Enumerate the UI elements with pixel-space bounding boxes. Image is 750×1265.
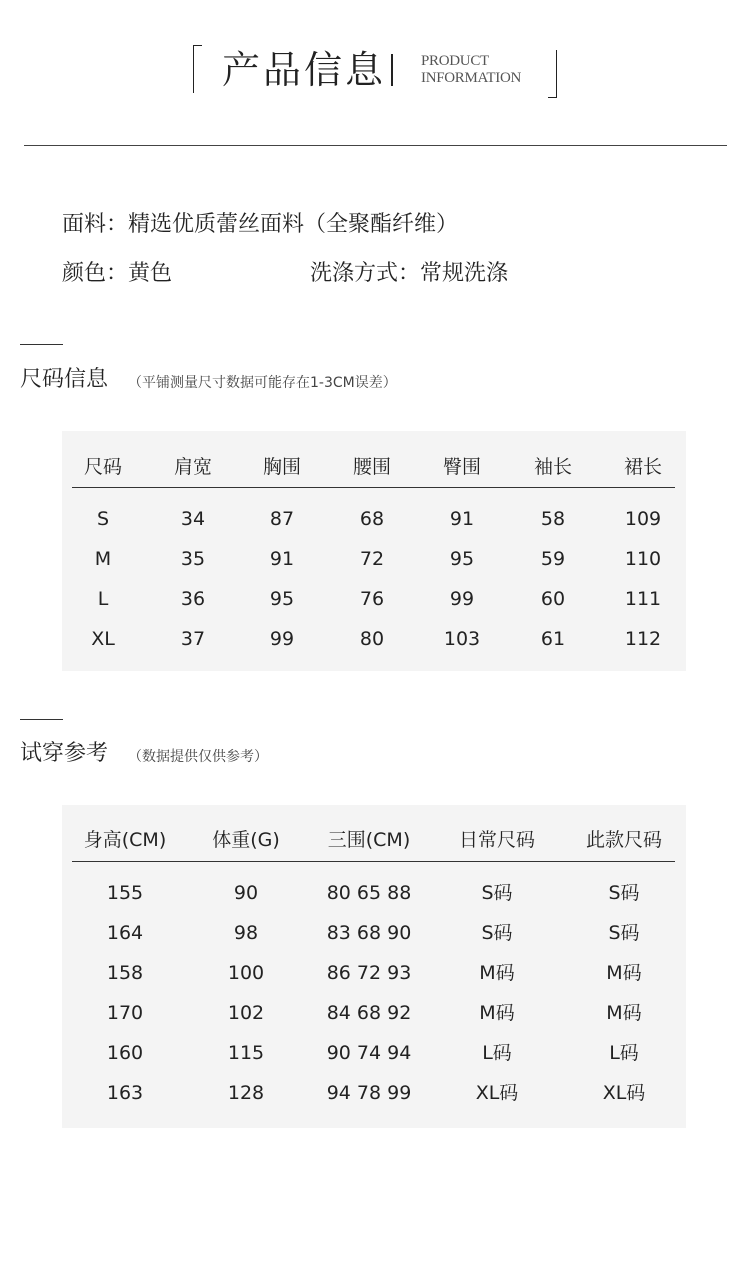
table-header-cell: 身高(CM): [83, 829, 167, 851]
table-cell: 98: [233, 922, 259, 944]
page-subtitle: [421, 53, 521, 87]
table-cell: 110: [624, 548, 662, 570]
table-cell: 170: [106, 1002, 144, 1024]
table-cell: L: [97, 588, 109, 610]
table-cell: 76: [359, 588, 385, 610]
table-cell: M: [94, 548, 112, 570]
table-cell: 102: [227, 1002, 265, 1024]
table-cell: 59: [540, 548, 566, 570]
table-cell: XL: [91, 628, 115, 650]
table-cell: S码: [481, 922, 513, 944]
table-cell: L码: [482, 1042, 512, 1064]
table-cell: 164: [106, 922, 144, 944]
page-title: 产品信息: [222, 48, 387, 92]
table-cell: 86 72 93: [326, 962, 412, 984]
title-bracket-left: [193, 45, 202, 93]
table-cell: 158: [106, 962, 144, 984]
table-cell: 34: [180, 508, 206, 530]
washing-info: 洗涤方式：常规洗涤: [310, 261, 509, 286]
table-cell: 90 74 94: [326, 1042, 412, 1064]
table-cell: 163: [106, 1082, 144, 1104]
table-cell: 111: [624, 588, 662, 610]
table-cell: 80: [359, 628, 385, 650]
table-cell: 155: [106, 882, 144, 904]
table-cell: S码: [608, 922, 640, 944]
size-section-rule: [20, 344, 63, 345]
table-cell: 37: [180, 628, 206, 650]
table-cell: 91: [269, 548, 295, 570]
title-separator: [391, 54, 393, 86]
table-cell: 95: [449, 548, 475, 570]
fit-section-note: （数据提供仅供参考）: [128, 749, 268, 765]
table-header-cell: 日常尺码: [458, 829, 536, 851]
table-header-cell: 肩宽: [173, 456, 213, 478]
table-header-cell: 胸围: [262, 456, 302, 478]
table-cell: 35: [180, 548, 206, 570]
table-header-cell: 尺码: [83, 456, 123, 478]
table-cell: 128: [227, 1082, 265, 1104]
table-cell: S码: [608, 882, 640, 904]
table-cell: M码: [479, 962, 515, 984]
table-cell: 99: [449, 588, 475, 610]
table-cell: 84 68 92: [326, 1002, 412, 1024]
table-header-divider: [72, 487, 675, 488]
table-cell: 95: [269, 588, 295, 610]
size-table: [62, 431, 686, 671]
fabric-info: 面料：精选优质蕾丝面料（全聚酯纤维）: [62, 212, 459, 237]
table-cell: 72: [359, 548, 385, 570]
table-cell: 83 68 90: [326, 922, 412, 944]
table-cell: 60: [540, 588, 566, 610]
table-cell: 109: [624, 508, 662, 530]
size-section-note: （平铺测量尺寸数据可能存在1-3CM误差）: [128, 375, 397, 391]
subtitle-line-1: PRODUCT: [421, 53, 489, 69]
table-header-cell: 此款尺码: [585, 829, 663, 851]
color-info: 颜色：黄色: [62, 261, 173, 286]
table-cell: 160: [106, 1042, 144, 1064]
table-cell: M码: [606, 1002, 642, 1024]
table-cell: 87: [269, 508, 295, 530]
header-divider: [24, 145, 727, 146]
table-cell: 103: [443, 628, 481, 650]
table-cell: 58: [540, 508, 566, 530]
table-cell: XL码: [475, 1082, 519, 1104]
title-bracket-right: [548, 50, 557, 98]
table-cell: 94 78 99: [326, 1082, 412, 1104]
table-cell: 100: [227, 962, 265, 984]
table-cell: 90: [233, 882, 259, 904]
table-header-divider: [72, 861, 675, 862]
size-section-title: 尺码信息: [20, 367, 109, 392]
table-cell: 99: [269, 628, 295, 650]
table-cell: 112: [624, 628, 662, 650]
table-cell: 61: [540, 628, 566, 650]
fit-section-rule: [20, 719, 63, 720]
table-header-cell: 腰围: [352, 456, 392, 478]
table-header-cell: 袖长: [533, 456, 573, 478]
table-cell: 115: [227, 1042, 265, 1064]
table-header-cell: 三围(CM): [327, 829, 411, 851]
table-cell: 80 65 88: [326, 882, 412, 904]
fit-table: [62, 805, 686, 1128]
table-header-cell: 裙长: [623, 456, 663, 478]
table-cell: S码: [481, 882, 513, 904]
fit-section-title: 试穿参考: [20, 741, 109, 766]
table-cell: 36: [180, 588, 206, 610]
table-cell: M码: [479, 1002, 515, 1024]
table-cell: 91: [449, 508, 475, 530]
subtitle-line-2: INFORMATION: [421, 70, 522, 86]
table-cell: M码: [606, 962, 642, 984]
table-cell: L码: [609, 1042, 639, 1064]
table-cell: XL码: [602, 1082, 646, 1104]
table-header-cell: 体重(G): [212, 829, 280, 851]
table-header-cell: 臀围: [442, 456, 482, 478]
table-cell: S: [96, 508, 110, 530]
table-cell: 68: [359, 508, 385, 530]
